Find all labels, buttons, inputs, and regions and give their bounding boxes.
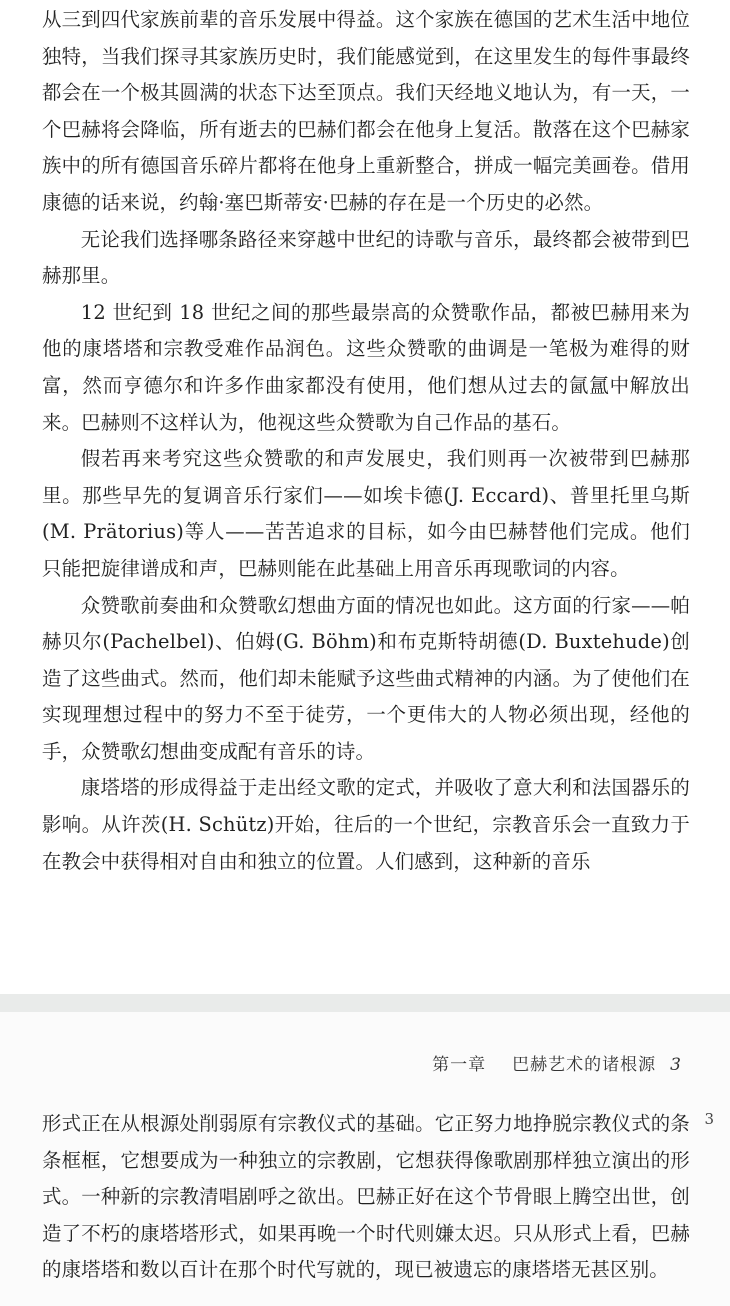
chapter-label: 第一章: [432, 1055, 487, 1075]
paragraph-3: 12 世纪到 18 世纪之间的那些最崇高的众赞歌作品，都被巴赫用来为他的康塔塔和宗教受难作品润色。这些众赞歌的曲调是一笔极为难得的财富，然而亨德尔和许多作曲家都没有使用，他们想从过去的氤氲中解放出来。巴赫则不这样认为，他视这些众赞歌为自己作品的基石。: [42, 300, 690, 434]
paragraph-1: 从三到四代家族前辈的音乐发展中得益。这个家族在德国的艺术生活中地位独特，当我们探寻其家族历史时，我们能感觉到，在这里发生的每件事最终都会在一个极其圆满的状态下达至顶点。我们天经地义地认为，有一天，一个巴赫将会降临，所有逝去的巴赫们都会在他身上复活。散落在这个巴赫家族中的所有德国音乐碎片都将在他身上重新整合，拼成一幅完美画卷。借用康德的话来说，约翰·塞巴斯蒂安·巴赫的存在是一个历史的必然。: [42, 8, 690, 214]
paragraph-7: 形式正在从根源处削弱原有宗教仪式的基础。它正努力地挣脱宗教仪式的条条框框，它想要成为一种独立的宗教剧，它想获得像歌剧那样独立演出的形式。一种新的宗教清唱剧呼之欲出。巴赫正好在这个节骨眼上腾空出世，创造了不朽的康塔塔形式，如果再晚一个时代则嫌太迟。只从形式上看，巴赫的康塔塔和数以百计在那个时代写就的，现已被遗忘的康塔塔无甚区别。: [42, 1112, 690, 1282]
paragraph-6: 康塔塔的形成得益于走出经文歌的定式，并吸收了意大利和法国器乐的影响。从许茨(H. Schütz)开始，往后的一个世纪，宗教音乐会一直致力于在教会中获得相对自由和独立的位置。人们感到，这种新的音乐: [42, 776, 690, 873]
lower-book-page: [0, 1012, 730, 1306]
paragraph-2: 无论我们选择哪条路径来穿越中世纪的诗歌与音乐，最终都会被带到巴赫那里。: [42, 227, 690, 288]
paragraph-4: 假若再来考究这些众赞歌的和声发展史，我们则再一次被带到巴赫那里。那些早先的复调音乐行家们——如埃卡德(J. Eccard)、普里托里乌斯(M. Prätorius)等人——苦苦追求的目标，如今由巴赫替他们完成。他们只能把旋律谱成和声，巴赫则能在此基础上用音乐再现歌词的内容。: [42, 447, 690, 580]
running-header: [432, 1050, 682, 1075]
lower-page-body: [42, 1106, 690, 1289]
page-divider: [0, 994, 730, 1012]
margin-page-number: 3: [704, 1110, 714, 1128]
paragraph-5: 众赞歌前奏曲和众赞歌幻想曲方面的情况也如此。这方面的行家——帕赫贝尔(Pachelbel)、伯姆(G. Böhm)和布克斯特胡德(D. Buxtehude)创造了这些曲式。然而，他们却未能赋予这些曲式精神的内涵。为了使他们在实现理想过程中的努力不至于徒劳，一个更伟大的人物必须出现，经他的手，众赞歌幻想曲变成配有音乐的诗。: [42, 593, 690, 763]
chapter-title: 巴赫艺术的诸根源: [512, 1055, 657, 1075]
upper-page-body: [42, 2, 690, 880]
page-number: 3: [670, 1055, 682, 1075]
